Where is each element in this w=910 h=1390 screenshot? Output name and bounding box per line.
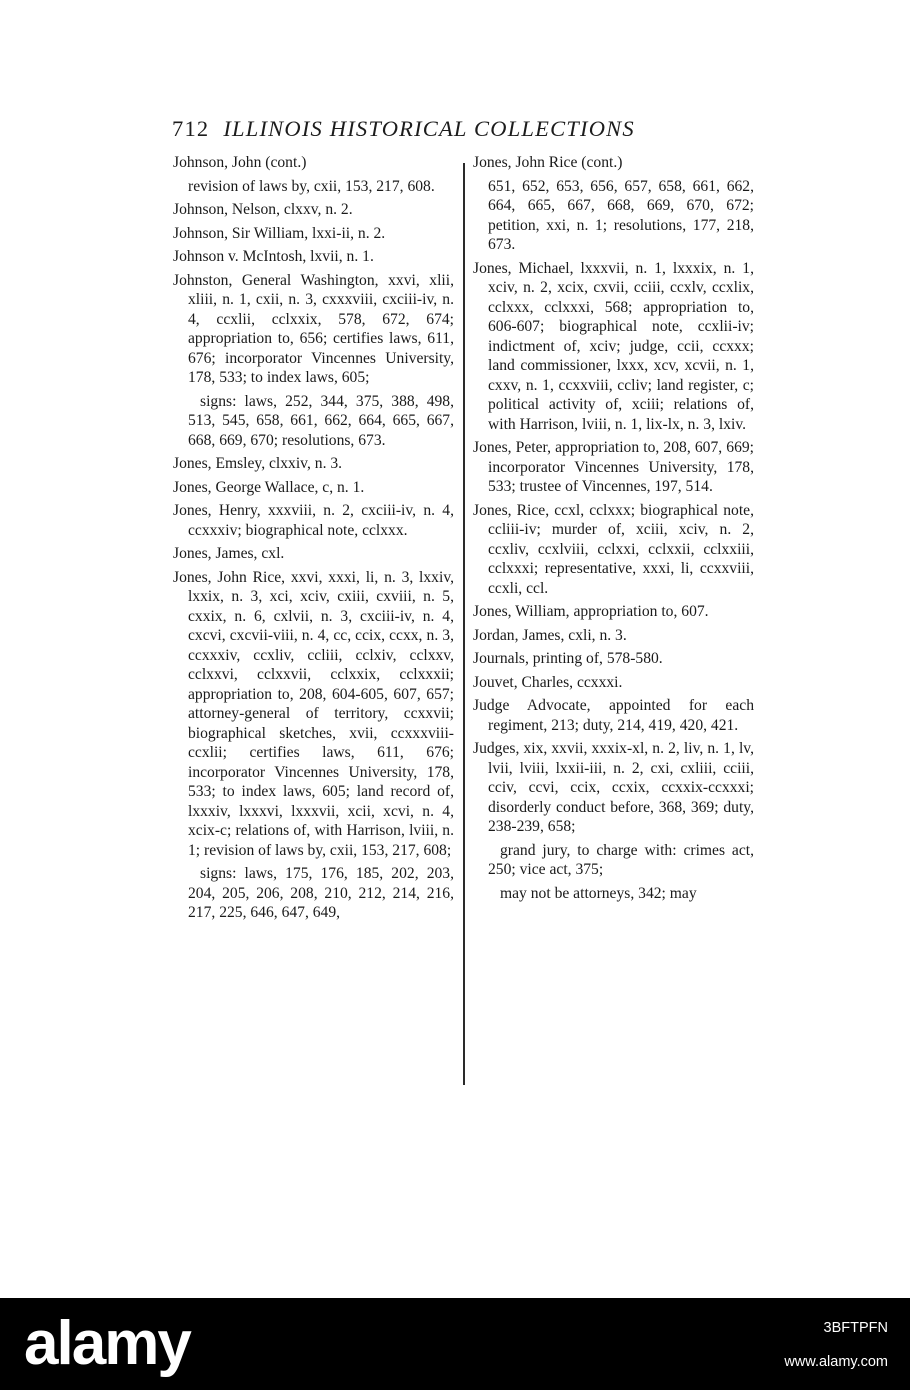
index-entry: Jones, Michael, lxxxvii, n. 1, lxxxix, n. 1, xciv, n. 2, xcix, cxvii, cciii, ccxlv, ccxlix, cclxxx, cclxxxi, 568; appropriation to, 606-607; biographical note, ccxlii-iv; indictment of, xciv; judge, ccii, ccxxx; land commissioner, lxxx, xcv, xcvii, n. 1, cxxv, n. 1, ccxxviii, ccliv; land register, c; political activity of, xciii; relations of, with Harrison, lviii, n. 1, lix-lx, n. 3, lxiv.	[473, 259, 754, 433]
site-url: www.alamy.com	[784, 1354, 888, 1370]
index-entry: Journals, printing of, 578-580.	[473, 650, 663, 667]
index-subentry: may not be attorneys, 342; may	[500, 884, 697, 902]
index-subentry: signs: laws, 175, 176, 185, 202, 203, 204, 205, 206, 208, 210, 212, 214, 216, 217, 225, 646, 647, 649,	[188, 865, 454, 921]
index-entry: Jones, Henry, xxxviii, n. 2, cxciii-iv, n. 4, ccxxxiv; biographical note, cclxxx.	[173, 502, 454, 539]
index-entry: Jones, John Rice, xxvi, xxxi, li, n. 3, lxxiv, lxxix, n. 3, xci, xciv, cxiii, cxviii, n. 5, cxxix, n. 6, cxlvii, n. 3, cxciii-iv, n. 4, cxcvi, cxcvii-viii, n. 4, cc, ccix, ccxx, n. 3, ccxxxiv, ccxliv, ccliii, cclxiv, cclxxv, cclxxvi, cclxxvii, cclxxix, cclxxxii; appropriation to, 208, 604-605, 607, 657; attorney-general of territory, ccxxvii; biographical sketches, xvii, ccxxxviii-ccxlii; certifies laws, 611, 676; incorporator Vincennes University, 178, 533; to index laws, 605; land record of, lxxxiv, lxxxvi, lxxxvii, xcii, xcvi, n. 4, xcix-c; relations of, with Harrison, lviii, n. 1; revision of laws by, cxii, 153, 217, 608;	[173, 568, 454, 859]
column-divider	[463, 163, 465, 1085]
index-subentry: signs: laws, 252, 344, 375, 388, 498, 513, 545, 658, 661, 662, 664, 665, 667, 668, 669, 670; resolutions, 673.	[188, 392, 454, 449]
index-entry: Jones, William, appropriation to, 607.	[473, 603, 709, 620]
index-subentry: grand jury, to charge with: crimes act, 250; vice act, 375;	[488, 841, 754, 878]
watermark-banner	[0, 1298, 910, 1390]
index-subentry: 651, 652, 653, 656, 657, 658, 661, 662, 664, 665, 667, 668, 669, 670, 672; petition, xxi, n. 1; resolutions, 177, 218, 673.	[488, 177, 754, 253]
image-id: 3BFTPFN	[823, 1320, 888, 1336]
index-entry: Jones, John Rice (cont.)	[473, 154, 623, 171]
index-entry: Jones, Peter, appropriation to, 208, 607, 669; incorporator Vincennes University, 178, 533; trustee of Vincennes, 197, 514.	[473, 439, 754, 495]
index-entry: Jones, Emsley, clxxiv, n. 3.	[173, 455, 343, 472]
running-title: ILLINOIS HISTORICAL COLLECTIONS	[223, 116, 635, 141]
index-column-right	[473, 153, 754, 907]
index-column-left	[173, 153, 454, 927]
index-entry: Johnson v. McIntosh, lxvii, n. 1.	[173, 248, 374, 265]
index-entry: Johnson, John (cont.)	[173, 154, 307, 171]
index-entry: Johnson, Sir William, lxxi-ii, n. 2.	[173, 224, 386, 242]
index-subentry: revision of laws by, cxii, 153, 217, 608.	[188, 177, 435, 195]
index-entry: Judge Advocate, appointed for each regiment, 213; duty, 214, 419, 420, 421.	[473, 697, 754, 734]
index-entry: Jones, Rice, ccxl, cclxxx; biographical note, ccliii-iv; murder of, xciii, xciv, n. 2, ccxliv, ccxlviii, cclxxi, cclxxii, cclxxiii, cclxxxi; representative, xxxi, li, ccxxviii, ccxli, ccl.	[473, 501, 754, 597]
index-entry: Jordan, James, cxli, n. 3.	[473, 626, 627, 644]
running-header	[172, 116, 762, 142]
index-entry: Johnston, General Washington, xxvi, xlii, xliii, n. 1, cxii, n. 3, cxxxviii, cxciii-iv, n. 4, ccxlii, cclxxix, 578, 672, 674; appropriation to, 656; certifies laws, 611, 676; incorporator Vincennes University, 178, 533; to index laws, 605;	[173, 271, 454, 386]
index-entry: Jones, James, cxl.	[173, 545, 285, 562]
brand-logo: alamy	[24, 1309, 190, 1378]
index-entry: Jones, George Wallace, c, n. 1.	[173, 478, 365, 496]
index-entry: Judges, xix, xxvii, xxxix-xl, n. 2, liv, n. 1, lv, lvii, lviii, lxxii-iii, n. 2, cxi, cxliii, cciii, cciv, ccvi, ccix, ccxix, ccxxix-ccxxxi; disorderly conduct before, 368, 369; duty, 238-239, 658;	[473, 740, 754, 835]
index-entry: Johnson, Nelson, clxxv, n. 2.	[173, 201, 353, 218]
index-entry: Jouvet, Charles, ccxxxi.	[473, 673, 623, 691]
page-number: 712	[172, 116, 210, 141]
